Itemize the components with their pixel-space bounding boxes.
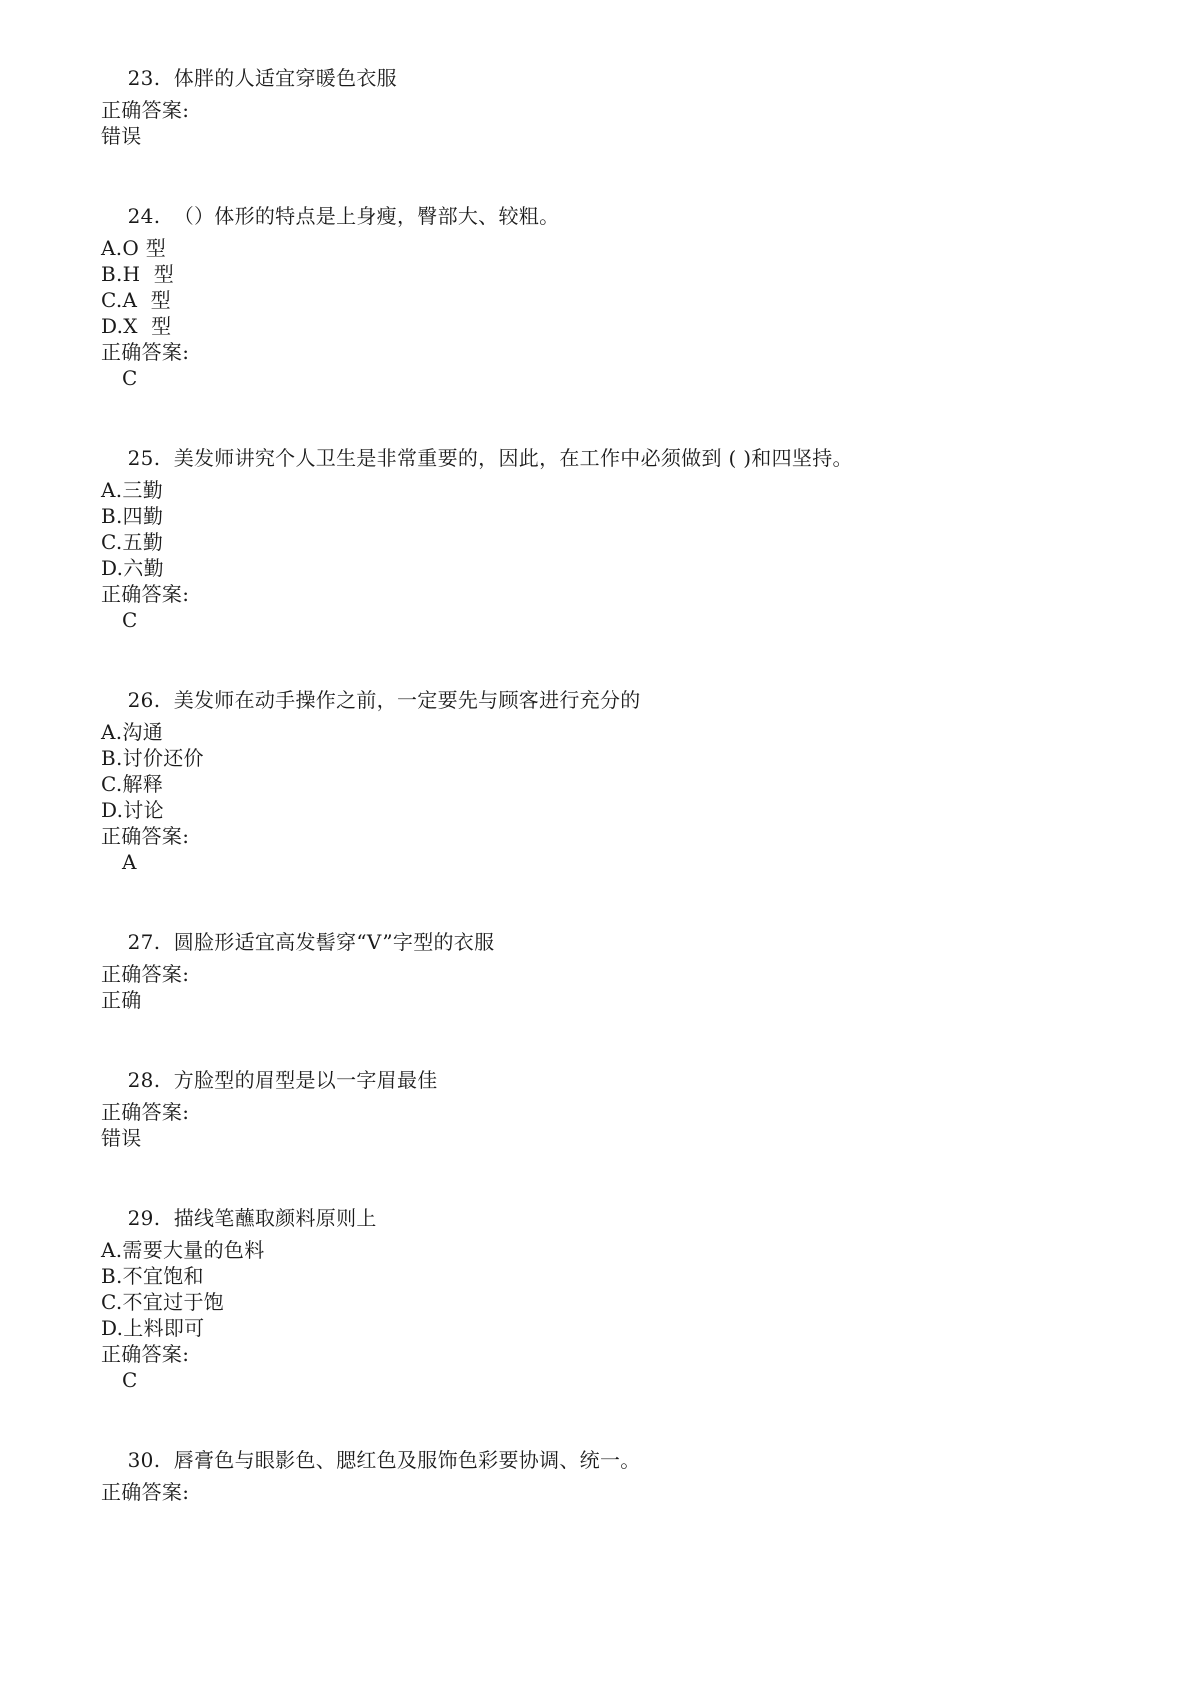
answer-label: 正确答案: <box>101 824 190 848</box>
question-24-answer: C <box>122 366 138 390</box>
option-b: B.不宜饱和 <box>101 1264 204 1288</box>
option-c: C.A 型 <box>101 288 171 312</box>
option-c: C.解释 <box>101 772 164 796</box>
answer-label: 正确答案: <box>101 1100 190 1124</box>
question-text: 描线笔蘸取颜料原则上 <box>173 1206 377 1230</box>
answer-label: 正确答案: <box>101 582 190 606</box>
question-number: 26. <box>127 688 161 712</box>
question-number: 27. <box>127 930 161 954</box>
option-c: C.不宜过于饱 <box>101 1290 225 1314</box>
question-25-stem <box>101 422 853 494</box>
question-text: 唇膏色与眼影色、腮红色及服饰色彩要协调、统一。 <box>173 1448 641 1472</box>
question-number: 25. <box>127 446 161 470</box>
question-number: 24. <box>127 204 161 228</box>
question-number: 23. <box>127 66 161 90</box>
question-text: 圆脸形适宜高发髻穿“V”字型的衣服 <box>173 930 495 954</box>
question-26-answer: A <box>122 850 137 874</box>
option-a: A.三勤 <box>101 478 164 502</box>
answer-label: 正确答案: <box>101 962 190 986</box>
question-text: （）体形的特点是上身瘦，臀部大、较粗。 <box>173 204 560 228</box>
question-text: 体胖的人适宜穿暖色衣服 <box>173 66 397 90</box>
option-b: B.讨价还价 <box>101 746 204 770</box>
option-c: C.五勤 <box>101 530 164 554</box>
question-26-stem <box>101 664 641 736</box>
answer-label: 正确答案: <box>101 1342 190 1366</box>
question-text: 方脸型的眉型是以一字眉最佳 <box>173 1068 438 1092</box>
option-b: B.H 型 <box>101 262 175 286</box>
question-text: 美发师在动手操作之前，一定要先与顾客进行充分的 <box>173 688 641 712</box>
answer-label: 正确答案: <box>101 1480 190 1504</box>
option-d: D.六勤 <box>101 556 164 580</box>
answer-label: 正确答案: <box>101 340 190 364</box>
option-b: B.四勤 <box>101 504 164 528</box>
option-d: D.上料即可 <box>101 1316 205 1340</box>
option-a: A.O 型 <box>101 236 167 260</box>
question-24-stem <box>101 180 559 252</box>
question-number: 28. <box>127 1068 161 1092</box>
question-25-answer: C <box>122 608 138 632</box>
option-d: D.X 型 <box>101 314 172 338</box>
question-29-answer: C <box>122 1368 138 1392</box>
option-a: A.需要大量的色料 <box>101 1238 265 1262</box>
question-28-answer: 错误 <box>101 1126 142 1150</box>
answer-label: 正确答案: <box>101 98 190 122</box>
question-23-answer: 错误 <box>101 124 142 148</box>
option-d: D.讨论 <box>101 798 164 822</box>
question-text: 美发师讲究个人卫生是非常重要的，因此，在工作中必须做到 ( )和四坚持。 <box>173 446 853 470</box>
question-number: 30. <box>127 1448 161 1472</box>
option-a: A.沟通 <box>101 720 164 744</box>
question-27-answer: 正确 <box>101 988 142 1012</box>
question-number: 29. <box>127 1206 161 1230</box>
